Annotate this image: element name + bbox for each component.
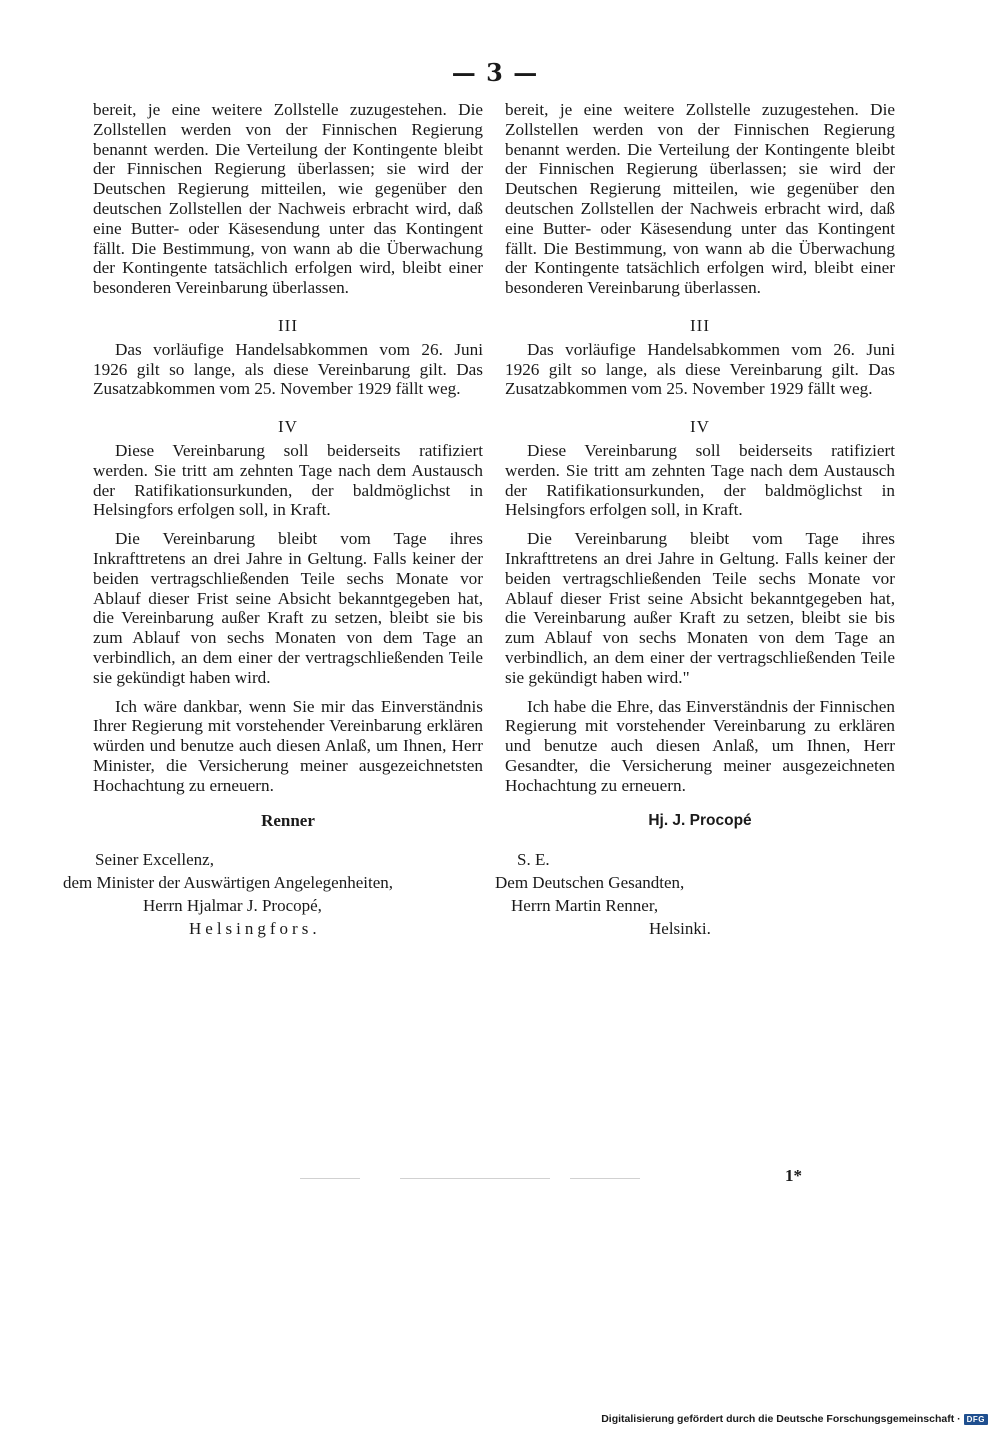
left-column bbox=[63, 100, 483, 940]
address-line: Seiner Excellenz, bbox=[95, 850, 214, 870]
section-heading-iii: III bbox=[278, 315, 298, 335]
right-column bbox=[495, 100, 895, 940]
scan-artifact bbox=[400, 1178, 550, 1179]
address-line: Herrn Hjalmar J. Procopé, bbox=[143, 896, 322, 916]
paragraph-closing: Ich habe die Ehre, das Einverständnis der Finnischen Regierung mit vorstehender Vereinbarung zu erklären und benutze auch diesen Anlaß, um Ihnen, Herr Gesandter, die Versicherung meiner ausgezeichneten Hochachtung zu erneuern. bbox=[505, 696, 895, 795]
credit-text: Digitalisierung gefördert durch die Deutsche Forschungsgemeinschaft · bbox=[601, 1413, 961, 1425]
page-number: — 3 — bbox=[451, 58, 539, 87]
signature-renner: Renner bbox=[261, 810, 315, 830]
address-line: Helsinki. bbox=[649, 919, 711, 939]
paragraph-ratification: Diese Vereinbarung soll beiderseits ratifiziert werden. Sie tritt am zehnten Tage nach dem Austausch der Ratifikationsurkunden, der baldmöglichst in Helsingfors erfolgen soll, in Kraft. bbox=[505, 440, 895, 520]
address-line: Herrn Martin Renner, bbox=[511, 896, 659, 916]
signature-procope: Hj. J. Procopé bbox=[648, 811, 752, 829]
recipient-address bbox=[63, 848, 483, 940]
paragraph-section-iii: Das vorläufige Handelsabkommen vom 26. Juni 1926 gilt so lange, als diese Vereinbarung gilt. Das Zusatzabkommen vom 25. November 1929 fällt weg. bbox=[93, 339, 483, 399]
section-heading-iv: IV bbox=[690, 417, 710, 437]
paragraph-closing: Ich wäre dankbar, wenn Sie mir das Einverständnis Ihrer Regierung mit vorstehender Vereinbarung erklären würden und benutze auch diesen Anlaß, um Ihnen, Herr Minister, die Versicherung meiner ausgezeichnetsten Hochachtung zu erneuern. bbox=[93, 696, 483, 795]
paragraph-ratification: Diese Vereinbarung soll beiderseits ratifiziert werden. Sie tritt am zehnten Tage nach dem Austausch der Ratifikationsurkunden, der baldmöglichst in Helsingfors erfolgen soll, in Kraft. bbox=[93, 440, 483, 520]
paragraph-validity: Die Vereinbarung bleibt vom Tage ihres Inkrafttretens an drei Jahre in Geltung. Falls keiner der beiden vertragschließenden Teile sechs Monate vor Ablauf dieser Frist seine Absicht bekanntgegeben hat, die Vereinbarung außer Kraft zu setzen, bleibt sie bis zum Ablauf von sechs Monaten von dem Tage an verbindlich, an dem einer der vertragschließenden Teile sie gekündigt haben wird." bbox=[505, 529, 895, 687]
section-heading-iv: IV bbox=[278, 417, 298, 437]
address-line: Dem Deutschen Gesandten, bbox=[495, 873, 685, 893]
recipient-address bbox=[495, 848, 895, 940]
paragraph-validity: Die Vereinbarung bleibt vom Tage ihres Inkrafttretens an drei Jahre in Geltung. Falls keiner der beiden vertragschließenden Teile sechs Monate vor Ablauf dieser Frist seine Absicht bekanntgegeben hat, die Vereinbarung außer Kraft zu setzen, bleibt sie bis zum Ablauf von sechs Monaten von dem Tage an verbindlich, an dem einer der vertragschließenden Teile sie gekündigt haben wird. bbox=[93, 529, 483, 687]
paragraph-contingent: bereit, je eine weitere Zollstelle zuzugestehen. Die Zollstellen werden von der Finnischen Regierung benannt werden. Die Verteilung der Kontingente bleibt der Finnischen Regierung überlassen; sie wird der Deutschen Regierung mitteilen, wie gegenüber den deutschen Zollstellen der Nachweis erbracht wird, daß eine Butter- oder Käsesendung unter das Kontingent fällt. Die Bestimmung, von wann ab die Überwachung der Kontingente tatsächlich erfolgen wird, bleibt einer besonderen Vereinbarung überlassen. bbox=[93, 100, 483, 298]
dfg-logo: DFG bbox=[964, 1414, 988, 1425]
paragraph-contingent: bereit, je eine weitere Zollstelle zuzugestehen. Die Zollstellen werden von der Finnischen Regierung benannt werden. Die Verteilung der Kontingente bleibt der Finnischen Regierung überlassen; sie wird der Deutschen Regierung mitteilen, wie gegenüber den deutschen Zollstellen der Nachweis erbracht wird, daß eine Butter- oder Käsesendung unter das Kontingent fällt. Die Bestimmung, von wann ab die Überwachung der Kontingente tatsächlich erfolgen wird, bleibt einer besonderen Vereinbarung überlassen. bbox=[505, 100, 895, 298]
scan-artifact bbox=[300, 1178, 360, 1179]
digitization-credit bbox=[601, 1413, 988, 1425]
scan-artifact bbox=[570, 1178, 640, 1179]
footnote-marker: 1* bbox=[785, 1166, 802, 1185]
paragraph-section-iii: Das vorläufige Handelsabkommen vom 26. Juni 1926 gilt so lange, als diese Vereinbarung gilt. Das Zusatzabkommen vom 25. November 1929 fällt weg. bbox=[505, 339, 895, 399]
address-line: S. E. bbox=[517, 850, 550, 870]
section-heading-iii: III bbox=[690, 315, 710, 335]
address-line: dem Minister der Auswärtigen Angelegenheiten, bbox=[63, 873, 393, 893]
address-line: Helsingfors. bbox=[189, 919, 321, 939]
